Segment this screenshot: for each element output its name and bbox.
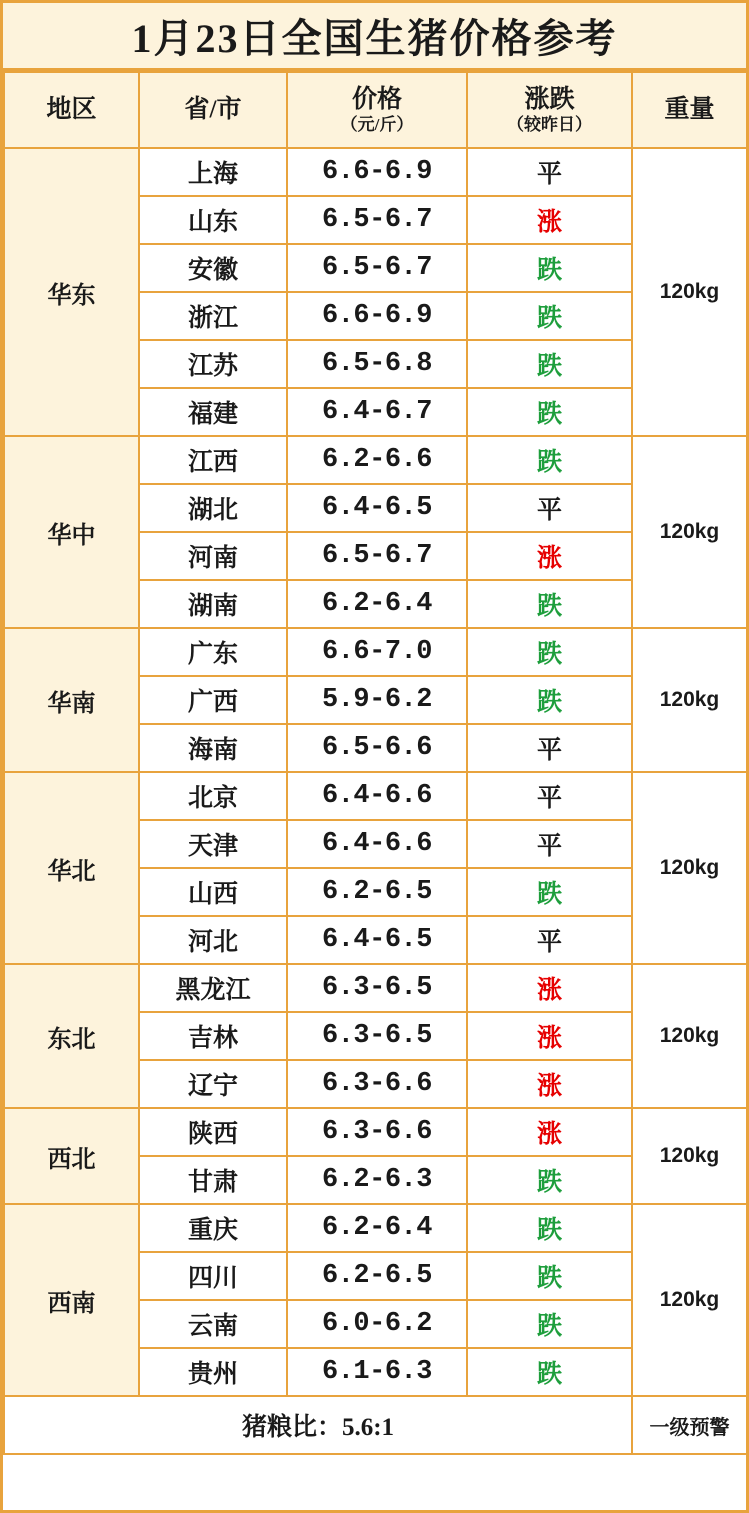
price-cell: 6.5-6.7 [287, 196, 467, 244]
table-row [4, 148, 747, 196]
price-cell: 6.4-6.5 [287, 916, 467, 964]
table-row [4, 964, 747, 1012]
column-header-change [467, 72, 632, 148]
column-header-weight: 重量 [632, 72, 747, 148]
change-cell: 涨 [467, 1060, 632, 1108]
pig-grain-ratio: 猪粮比：5.6:1 [4, 1396, 632, 1454]
column-header-price [287, 72, 467, 148]
change-cell: 跌 [467, 580, 632, 628]
change-cell: 跌 [467, 868, 632, 916]
region-cell: 华东 [4, 148, 139, 436]
change-cell: 涨 [467, 532, 632, 580]
province-cell: 浙江 [139, 292, 287, 340]
footer-row [4, 1396, 747, 1454]
pig-price-table [3, 71, 748, 1455]
region-cell: 西北 [4, 1108, 139, 1204]
region-cell: 华南 [4, 628, 139, 772]
province-cell: 四川 [139, 1252, 287, 1300]
change-cell: 涨 [467, 196, 632, 244]
province-cell: 山东 [139, 196, 287, 244]
change-cell: 平 [467, 724, 632, 772]
weight-cell: 120kg [632, 1108, 747, 1204]
change-cell: 平 [467, 772, 632, 820]
table-row [4, 1108, 747, 1156]
change-cell: 涨 [467, 964, 632, 1012]
warning-level-badge: 一级预警 [632, 1396, 747, 1454]
change-cell: 跌 [467, 388, 632, 436]
province-cell: 陕西 [139, 1108, 287, 1156]
change-cell: 跌 [467, 1156, 632, 1204]
price-cell: 6.1-6.3 [287, 1348, 467, 1396]
price-cell: 6.5-6.6 [287, 724, 467, 772]
price-cell: 6.2-6.4 [287, 580, 467, 628]
price-cell: 6.4-6.5 [287, 484, 467, 532]
price-cell: 6.3-6.6 [287, 1108, 467, 1156]
change-cell: 跌 [467, 340, 632, 388]
province-cell: 江西 [139, 436, 287, 484]
province-cell: 河北 [139, 916, 287, 964]
price-cell: 6.4-6.7 [287, 388, 467, 436]
weight-cell: 120kg [632, 964, 747, 1108]
price-cell: 6.0-6.2 [287, 1300, 467, 1348]
province-cell: 安徽 [139, 244, 287, 292]
price-cell: 6.2-6.6 [287, 436, 467, 484]
price-cell: 6.2-6.5 [287, 868, 467, 916]
column-header-province: 省/市 [139, 72, 287, 148]
weight-cell: 120kg [632, 772, 747, 964]
column-header-change-main: 涨跌 [524, 85, 575, 113]
price-cell: 6.4-6.6 [287, 820, 467, 868]
column-header-price-main: 价格 [351, 85, 402, 113]
change-cell: 跌 [467, 1348, 632, 1396]
province-cell: 北京 [139, 772, 287, 820]
change-cell: 跌 [467, 244, 632, 292]
province-cell: 海南 [139, 724, 287, 772]
province-cell: 山西 [139, 868, 287, 916]
price-cell: 6.3-6.6 [287, 1060, 467, 1108]
province-cell: 重庆 [139, 1204, 287, 1252]
change-cell: 跌 [467, 676, 632, 724]
province-cell: 江苏 [139, 340, 287, 388]
province-cell: 云南 [139, 1300, 287, 1348]
province-cell: 辽宁 [139, 1060, 287, 1108]
change-cell: 跌 [467, 1204, 632, 1252]
province-cell: 贵州 [139, 1348, 287, 1396]
header-row [4, 72, 747, 148]
weight-cell: 120kg [632, 1204, 747, 1396]
change-cell: 平 [467, 916, 632, 964]
province-cell: 天津 [139, 820, 287, 868]
change-cell: 跌 [467, 628, 632, 676]
column-header-price-unit: （元/斤） [340, 114, 414, 134]
change-cell: 跌 [467, 1300, 632, 1348]
table-row [4, 436, 747, 484]
province-cell: 黑龙江 [139, 964, 287, 1012]
province-cell: 甘肃 [139, 1156, 287, 1204]
change-cell: 平 [467, 820, 632, 868]
price-cell: 6.2-6.4 [287, 1204, 467, 1252]
price-cell: 6.2-6.3 [287, 1156, 467, 1204]
page-title: 1月23日全国生猪价格参考 [131, 16, 618, 61]
table-body [4, 148, 747, 1396]
column-header-change-note: （较昨日） [507, 114, 592, 134]
province-cell: 河南 [139, 532, 287, 580]
table-row [4, 628, 747, 676]
province-cell: 湖北 [139, 484, 287, 532]
price-cell: 6.3-6.5 [287, 1012, 467, 1060]
price-cell: 6.5-6.7 [287, 532, 467, 580]
price-cell: 6.6-6.9 [287, 148, 467, 196]
price-cell: 6.6-6.9 [287, 292, 467, 340]
change-cell: 涨 [467, 1108, 632, 1156]
change-cell: 平 [467, 484, 632, 532]
price-cell: 6.6-7.0 [287, 628, 467, 676]
region-cell: 华中 [4, 436, 139, 628]
table-footer [4, 1396, 747, 1454]
change-cell: 平 [467, 148, 632, 196]
price-cell: 5.9-6.2 [287, 676, 467, 724]
table-row [4, 772, 747, 820]
table-header [4, 72, 747, 148]
province-cell: 吉林 [139, 1012, 287, 1060]
weight-cell: 120kg [632, 148, 747, 436]
price-cell: 6.3-6.5 [287, 964, 467, 1012]
column-header-region: 地区 [4, 72, 139, 148]
price-cell: 6.2-6.5 [287, 1252, 467, 1300]
table-row [4, 1204, 747, 1252]
change-cell: 跌 [467, 292, 632, 340]
price-cell: 6.5-6.7 [287, 244, 467, 292]
page-title-row [3, 3, 746, 71]
region-cell: 东北 [4, 964, 139, 1108]
change-cell: 跌 [467, 1252, 632, 1300]
province-cell: 上海 [139, 148, 287, 196]
province-cell: 广东 [139, 628, 287, 676]
change-cell: 跌 [467, 436, 632, 484]
price-cell: 6.4-6.6 [287, 772, 467, 820]
weight-cell: 120kg [632, 436, 747, 628]
region-cell: 西南 [4, 1204, 139, 1396]
price-cell: 6.5-6.8 [287, 340, 467, 388]
province-cell: 湖南 [139, 580, 287, 628]
region-cell: 华北 [4, 772, 139, 964]
province-cell: 广西 [139, 676, 287, 724]
weight-cell: 120kg [632, 628, 747, 772]
change-cell: 涨 [467, 1012, 632, 1060]
province-cell: 福建 [139, 388, 287, 436]
